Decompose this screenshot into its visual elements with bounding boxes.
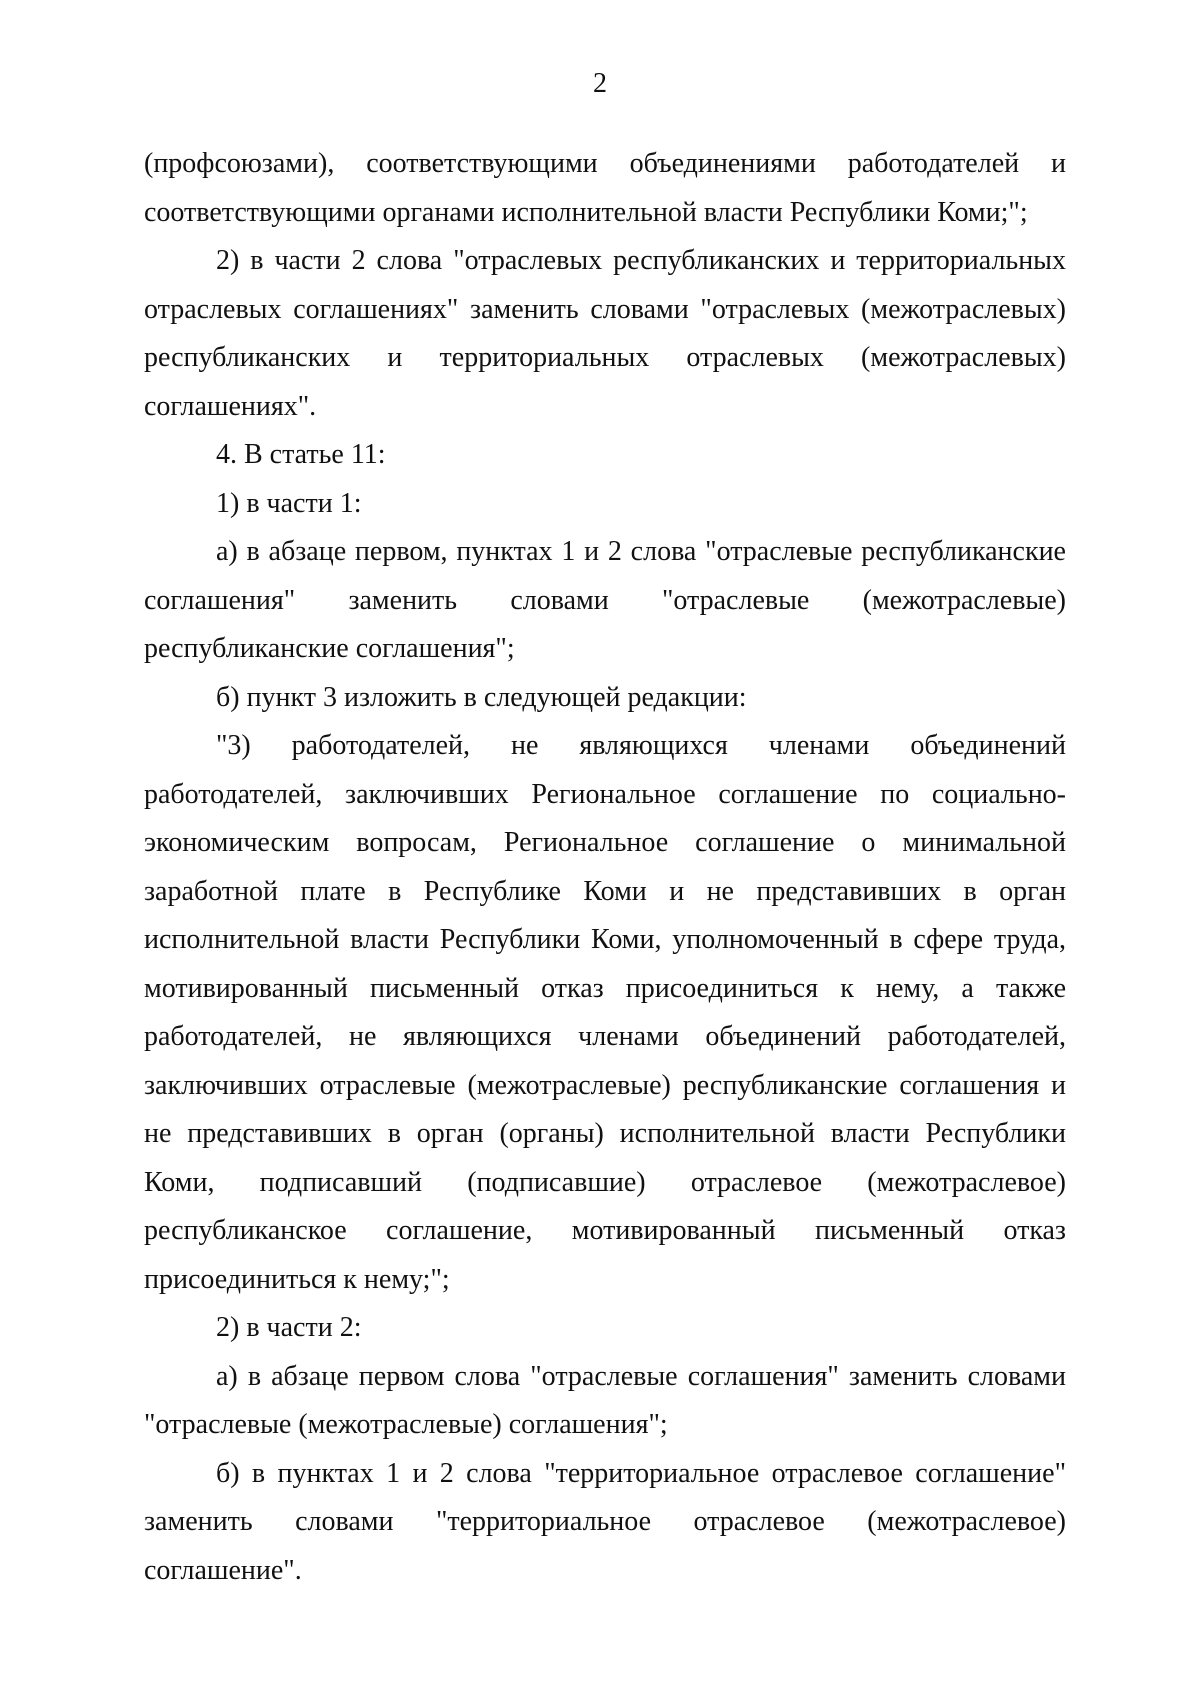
paragraph-subitem-a: а) в абзаце первом, пунктах 1 и 2 слова "отраслевые республиканские соглашения" заменить словами "отраслевые (межотраслевые) республиканские соглашения"; [144,536,1066,664]
paragraph-item-2: 2) в части 2 слова "отраслевых республиканских и территориальных отраслевых соглашениях" заменить словами "отраслевых (межотраслевых) республиканских и территориальных отраслевых (межотраслевых) соглашениях". [144,245,1066,422]
paragraph-subitem-b: б) пункт 3 изложить в следующей редакции: [216,681,747,713]
paragraph-part-2-subitem-a: а) в абзаце первом слова "отраслевые соглашения" заменить словами "отраслевые (межотраслевые) соглашения"; [144,1360,1066,1440]
paragraph-part-1: 1) в части 1: [216,487,362,519]
paragraph-article-11: 4. В статье 11: [216,439,386,470]
page-number: 2 [593,68,607,99]
paragraph-part-2-subitem-b: б) в пунктах 1 и 2 слова "территориальное отраслевое соглашение" заменить словами "территориальное отраслевое (межотраслевое) соглашение". [144,1457,1066,1586]
document-body [144,140,1066,1595]
paragraph-continuation: (профсоюзами), соответствующими объединениями работодателей и соответствующими органами исполнительной власти Республики Коми;"; [144,148,1066,228]
paragraph-new-point-3: "3) работодателей, не являющихся членами объединений работодателей, заключивших Региональное соглашение по социально-экономическим вопросам, Региональное соглашение о минимальной заработной плате в Республике Коми и не представивших в орган исполнительной власти Республики Коми, уполномоченный в сфере труда, мотивированный письменный отказ присоединиться к нему, а также работодателей, не являющихся членами объединений работодателей, заключивших отраслевые (межотраслевые) республиканские соглашения и не представивших в орган (органы) исполнительной власти Республики Коми, подписавший (подписавшие) отраслевое (межотраслевое) республиканское соглашение, мотивированный письменный отказ присоединиться к нему;"; [144,730,1066,1295]
paragraph-part-2: 2) в части 2: [216,1312,362,1343]
